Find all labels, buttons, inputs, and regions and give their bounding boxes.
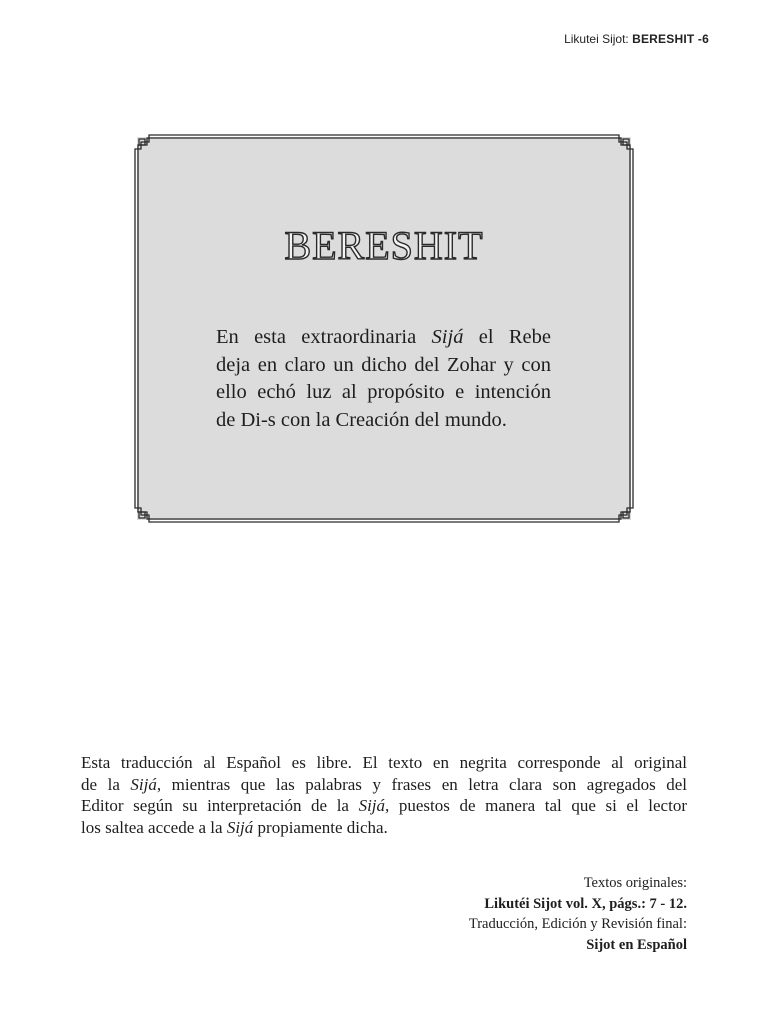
intro-line: de Di-s con la Creación del mundo.	[216, 408, 507, 431]
note-text: los saltea accede a la	[81, 817, 227, 837]
note-line: Esta traducción al Español es libre. El texto en negrita corresponde al original	[81, 753, 687, 772]
intro-italic: Sijá	[431, 326, 464, 348]
intro-text: el Rebe	[463, 326, 551, 348]
note-text: , puestos de manera tal que si el lector	[385, 796, 687, 815]
intro-text: En esta extraordinaria	[216, 326, 432, 348]
note-text: de la	[81, 774, 131, 794]
intro-line	[216, 324, 551, 352]
note-italic: Sijá	[358, 796, 386, 815]
note-italic: Sijá	[226, 817, 254, 837]
intro-line: deja en claro un dicho del Zohar y con	[216, 353, 551, 376]
credits	[469, 873, 687, 955]
translation-note	[81, 752, 687, 838]
editor-name: Sijot en Español	[586, 936, 687, 953]
intro-line: ello echó luz al propósito e intención	[216, 381, 551, 403]
note-line	[81, 795, 687, 817]
note-line	[81, 774, 687, 796]
note-text: propiamente dicha.	[253, 817, 388, 837]
originals-reference: Likutéi Sijot vol. X, págs.: 7 - 12.	[484, 895, 687, 912]
originals-label: Textos originales:	[583, 875, 687, 891]
note-italic: Sijá	[130, 774, 157, 794]
page-title: BERESHIT	[284, 223, 484, 268]
running-head-prefix: Likutei Sijot:	[564, 32, 633, 46]
running-head	[564, 32, 709, 46]
intro-paragraph	[216, 324, 551, 434]
note-line	[81, 817, 687, 839]
editing-label: Traducción, Edición y Revisión final:	[468, 916, 687, 932]
note-text: , mientras que las palabras y frases en letra clara son agregados del	[156, 774, 687, 794]
running-head-section: BERESHIT -6	[632, 32, 709, 46]
note-text: Editor según su interpretación de la	[81, 796, 359, 815]
